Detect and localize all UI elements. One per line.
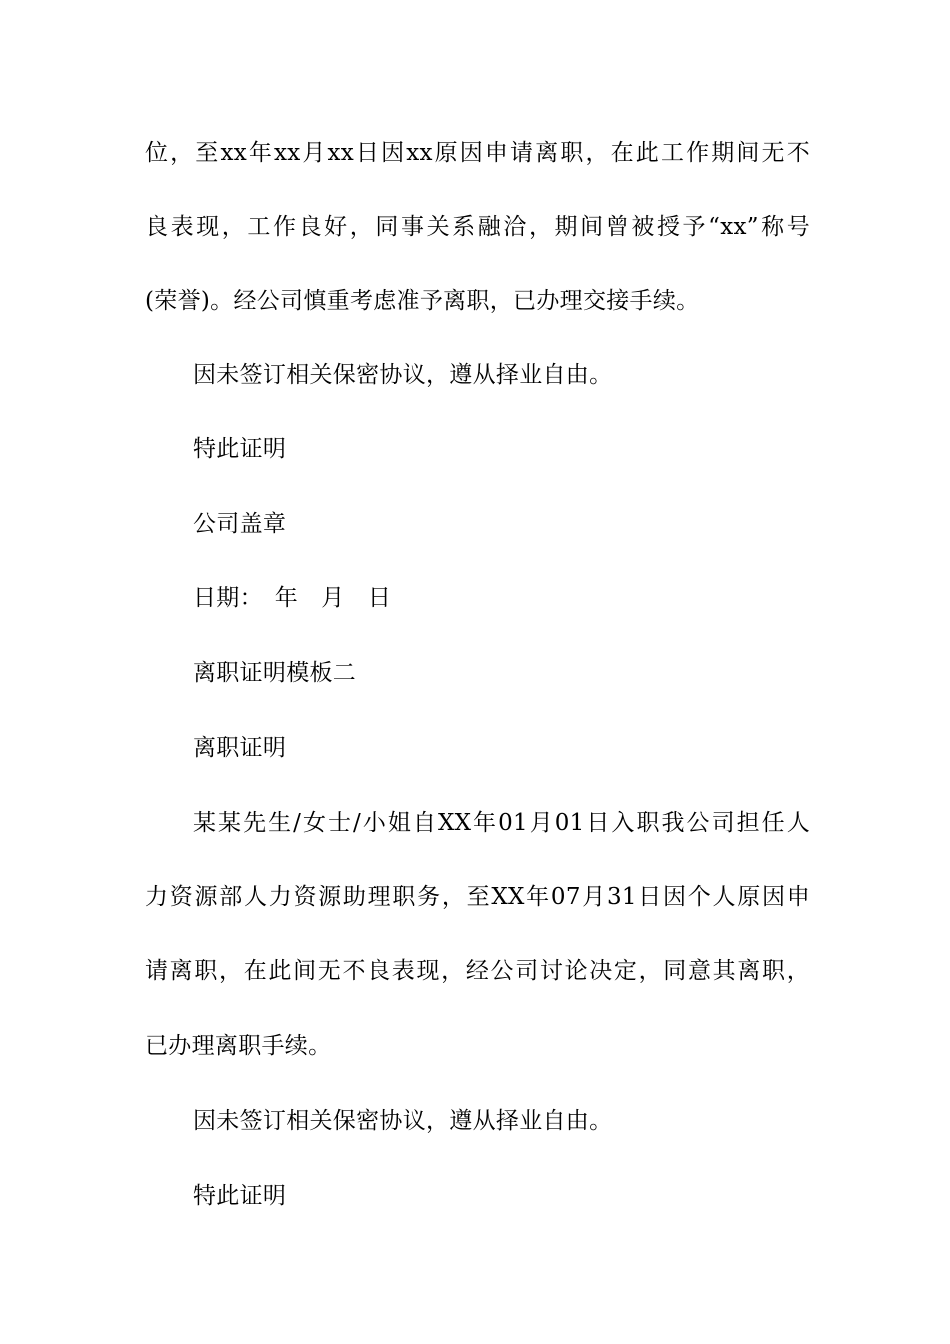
company-seal-label: 公司盖章 (193, 511, 287, 537)
paragraph-2-line-3: 请离职，在此间无不良表现，经公司讨论决定，同意其离职， (145, 958, 810, 984)
certificate-title: 离职证明 (193, 735, 287, 761)
paragraph-1-line-3: (荣誉)。经公司慎重考虑准予离职，已办理交接手续。 (145, 288, 700, 314)
paragraph-2-line-4: 已办理离职手续。 (145, 1033, 332, 1059)
paragraph-1-line-1: 位，至xx年xx月xx日因xx原因申请离职，在此工作期间无不 (145, 140, 810, 166)
date-line: 日期： 年 月 日 (193, 585, 392, 611)
paragraph-2-line-2: 力资源部人力资源助理职务，至XX年07月31日因个人原因申 (145, 884, 810, 910)
hereby-certify-2: 特此证明 (193, 1183, 287, 1209)
confidentiality-note-1: 因未签订相关保密协议，遵从择业自由。 (193, 362, 613, 388)
hereby-certify-1: 特此证明 (193, 436, 287, 462)
paragraph-2-line-1: 某某先生/女士/小姐自XX年01月01日入职我公司担任人 (193, 810, 810, 836)
template-2-heading: 离职证明模板二 (193, 660, 357, 686)
paragraph-1-line-2: 良表现，工作良好，同事关系融洽，期间曾被授予“xx”称号 (145, 214, 810, 240)
confidentiality-note-2: 因未签订相关保密协议，遵从择业自由。 (193, 1108, 613, 1134)
